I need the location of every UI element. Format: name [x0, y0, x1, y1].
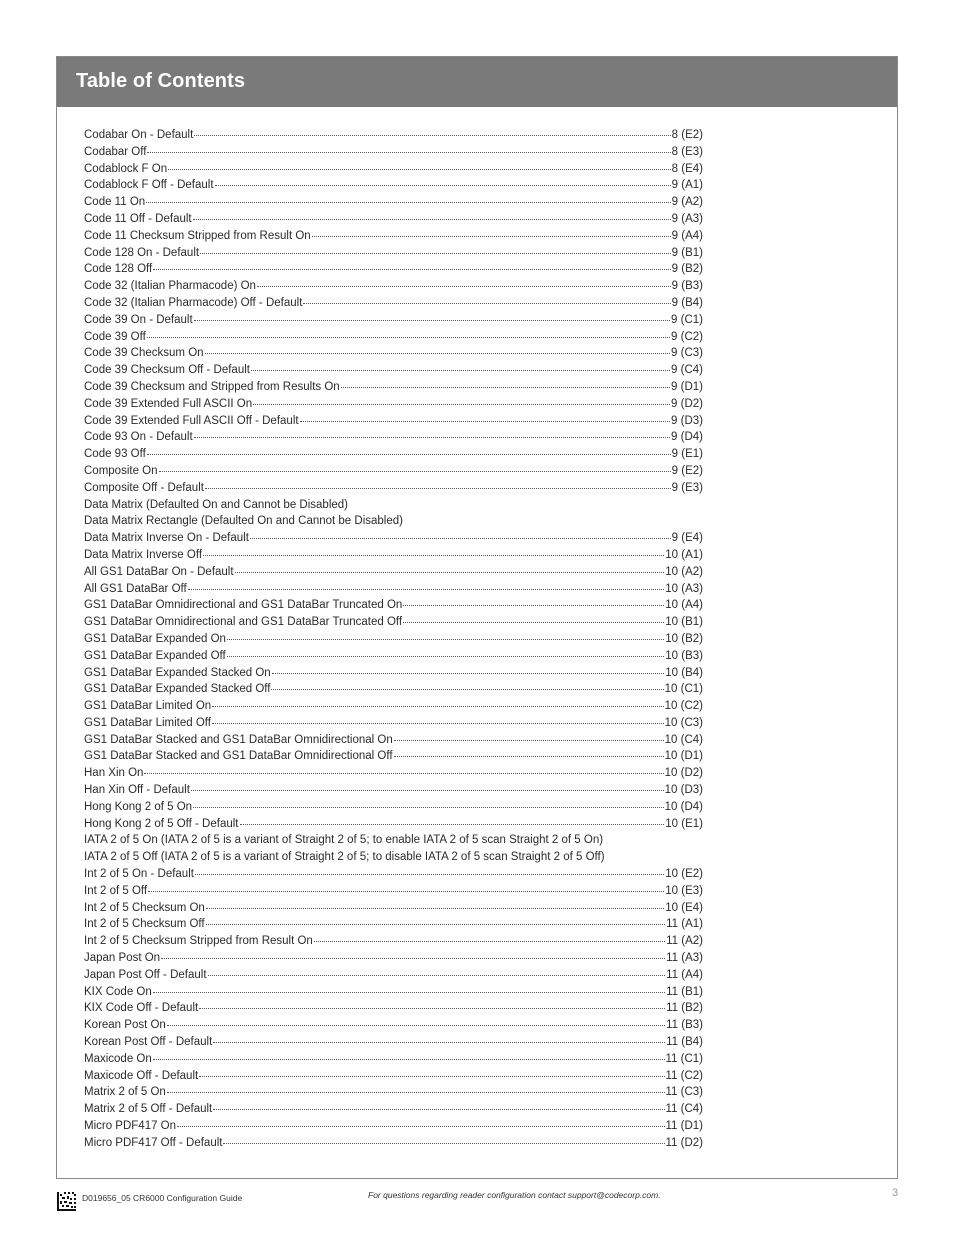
- toc-entry: [84, 278, 703, 295]
- toc-entry-label: Han Xin On: [84, 767, 144, 780]
- toc-entry-page: 9 (E3): [671, 481, 703, 494]
- toc-entry-label: Code 93 On - Default: [84, 431, 193, 444]
- toc-entry-label: Codablock F On: [84, 162, 168, 175]
- dot-leader: [188, 589, 665, 590]
- page-number: 3: [892, 1187, 899, 1199]
- toc-entry-label: Code 11 On: [84, 196, 146, 209]
- toc-entry: [84, 1068, 703, 1085]
- toc-entry: [84, 832, 703, 849]
- toc-entry-page: 10 (B4): [665, 666, 703, 679]
- dot-leader: [212, 706, 663, 707]
- dot-leader: [206, 908, 664, 909]
- toc-entry-label: GS1 DataBar Omnidirectional and GS1 DataBar Truncated On: [84, 599, 403, 612]
- toc-entry-page: 9 (B1): [671, 246, 703, 259]
- toc-entry-page: 10 (A2): [665, 565, 703, 578]
- toc-entry-page: 10 (B2): [665, 632, 703, 645]
- dot-leader: [167, 1025, 665, 1026]
- toc-entry: [84, 849, 703, 866]
- toc-entry-label: Code 39 Off: [84, 330, 146, 343]
- toc-entry: [84, 446, 703, 463]
- dot-leader: [195, 874, 664, 875]
- dot-leader: [147, 337, 670, 338]
- document-id: D019656_05 CR6000 Configuration Guide: [82, 1193, 243, 1203]
- toc-entry-label: Data Matrix Inverse Off: [84, 548, 203, 561]
- toc-entry: [84, 211, 703, 228]
- dot-leader: [147, 152, 670, 153]
- toc-entry-label: GS1 DataBar Limited On: [84, 700, 212, 713]
- toc-entry: [84, 782, 703, 799]
- toc-entry-page: 10 (D3): [664, 784, 703, 797]
- toc-entry-page: 10 (D4): [664, 800, 703, 813]
- toc-entry: [84, 228, 703, 245]
- toc-entry-page: 10 (C3): [664, 716, 703, 729]
- page-title: Table of Contents: [57, 57, 897, 107]
- toc-entry: [84, 463, 703, 480]
- toc-entry-page: 9 (C3): [671, 347, 703, 360]
- toc-entry-page: 9 (D2): [671, 397, 703, 410]
- toc-entry-page: 9 (A2): [671, 196, 703, 209]
- dot-leader: [153, 992, 665, 993]
- dot-leader: [194, 320, 670, 321]
- toc-entry-label: GS1 DataBar Stacked and GS1 DataBar Omnidirectional On: [84, 733, 393, 746]
- toc-entry-label: IATA 2 of 5 On (IATA 2 of 5 is a variant of Straight 2 of 5; to enable IATA 2 of 5 scan Straight 2 of 5 On): [84, 834, 604, 847]
- toc-entry: [84, 295, 703, 312]
- toc-entry-page: 9 (D3): [671, 414, 703, 427]
- dot-leader: [199, 1008, 665, 1009]
- toc-entry: [84, 732, 703, 749]
- toc-entry: [84, 581, 703, 598]
- toc-entry-page: 11 (C4): [665, 1103, 703, 1116]
- dot-leader: [205, 353, 671, 354]
- toc-entry: [84, 900, 703, 917]
- toc-entry-page: 8 (E3): [671, 145, 703, 158]
- dot-leader: [403, 605, 664, 606]
- toc-entry-label: GS1 DataBar Limited Off: [84, 716, 211, 729]
- toc-entry-label: Int 2 of 5 Off: [84, 884, 148, 897]
- toc-entry-page: 11 (C2): [665, 1069, 703, 1082]
- toc-entry: [84, 547, 703, 564]
- toc-entry-label: GS1 DataBar Expanded Stacked Off: [84, 683, 271, 696]
- dot-leader: [161, 958, 665, 959]
- toc-entry-page: 10 (C2): [664, 700, 703, 713]
- toc-entry: [84, 950, 703, 967]
- dot-leader: [240, 824, 665, 825]
- toc-entry: [84, 715, 703, 732]
- dot-leader: [394, 756, 664, 757]
- toc-entry: [84, 429, 703, 446]
- toc-entry-label: Int 2 of 5 Checksum On: [84, 901, 205, 914]
- dot-leader: [235, 572, 665, 573]
- dot-leader: [403, 622, 664, 623]
- dot-leader: [148, 891, 664, 892]
- toc-entry-page: 10 (A3): [665, 582, 703, 595]
- toc-entry: [84, 748, 703, 765]
- toc-entry: [84, 765, 703, 782]
- dot-leader: [227, 656, 665, 657]
- dot-leader: [200, 253, 671, 254]
- toc-entry-label: Code 39 On - Default: [84, 313, 193, 326]
- toc-entry: [84, 497, 703, 514]
- toc-entry: [84, 564, 703, 581]
- toc-entry-page: 9 (C4): [671, 364, 703, 377]
- dot-leader: [257, 286, 671, 287]
- toc-entry-page: 10 (D1): [664, 750, 703, 763]
- toc-entry-label: Code 32 (Italian Pharmacode) Off - Default: [84, 296, 303, 309]
- dot-leader: [206, 924, 666, 925]
- toc-entry: [84, 698, 703, 715]
- toc-entry: [84, 161, 703, 178]
- toc-entry-label: Code 93 Off: [84, 448, 146, 461]
- toc-entry-label: Japan Post Off - Default: [84, 968, 207, 981]
- toc-entry: [84, 967, 703, 984]
- toc-entry-label: Code 39 Checksum On: [84, 347, 204, 360]
- toc-entry-label: Korean Post On: [84, 1019, 166, 1032]
- toc-entry: [84, 866, 703, 883]
- toc-entry: [84, 480, 703, 497]
- dot-leader: [203, 555, 664, 556]
- support-contact: For questions regarding reader configuration contact support@codecorp.com.: [368, 1190, 661, 1200]
- toc-entry-label: Int 2 of 5 Checksum Stripped from Result On: [84, 935, 313, 948]
- toc-entry-label: Code 39 Extended Full ASCII Off - Default: [84, 414, 299, 427]
- toc-entry: [84, 1135, 703, 1152]
- dot-leader: [300, 421, 670, 422]
- toc-entry-label: Code 39 Checksum Off - Default: [84, 364, 250, 377]
- toc-entry-label: Micro PDF417 Off - Default: [84, 1136, 223, 1149]
- toc-entry-page: 10 (E1): [665, 817, 703, 830]
- toc-entry-page: 10 (A4): [665, 599, 703, 612]
- toc-entry-page: 9 (E4): [671, 532, 703, 545]
- toc-entry-page: 11 (A1): [666, 918, 703, 931]
- toc-entry: [84, 799, 703, 816]
- toc-entry: [84, 648, 703, 665]
- toc-entry-page: 9 (D1): [671, 380, 703, 393]
- toc-entry: [84, 513, 703, 530]
- toc-entry: [84, 631, 703, 648]
- dot-leader: [251, 370, 670, 371]
- dot-leader: [208, 975, 666, 976]
- toc-entry-label: Matrix 2 of 5 On: [84, 1086, 166, 1099]
- dot-leader: [312, 236, 671, 237]
- toc-entry: [84, 1000, 703, 1017]
- toc-entry-page: 9 (B3): [671, 280, 703, 293]
- toc-entry-label: Hong Kong 2 of 5 Off - Default: [84, 817, 239, 830]
- toc-entry: [84, 144, 703, 161]
- toc-entry-page: 11 (B1): [666, 985, 703, 998]
- dot-leader: [146, 202, 671, 203]
- toc-entry: [84, 665, 703, 682]
- toc-entry-page: 9 (E1): [671, 448, 703, 461]
- toc-entry: [84, 597, 703, 614]
- toc-entry-label: All GS1 DataBar On - Default: [84, 565, 234, 578]
- toc-entry: [84, 312, 703, 329]
- dot-leader: [227, 639, 664, 640]
- toc-entry-label: All GS1 DataBar Off: [84, 582, 187, 595]
- toc-entry-label: Data Matrix Rectangle (Defaulted On and Cannot be Disabled): [84, 515, 403, 528]
- toc-entry-page: 9 (E2): [671, 464, 703, 477]
- dot-leader: [153, 269, 670, 270]
- toc-entry: [84, 883, 703, 900]
- dot-leader: [303, 303, 670, 304]
- toc-entry-label: Codabar Off: [84, 145, 147, 158]
- dot-leader: [394, 740, 664, 741]
- dot-leader: [271, 689, 663, 690]
- toc-entry-label: Matrix 2 of 5 Off - Default: [84, 1103, 213, 1116]
- dot-leader: [147, 454, 671, 455]
- toc-entry: [84, 681, 703, 698]
- dot-leader: [314, 941, 665, 942]
- toc-entry: [84, 1051, 703, 1068]
- dot-leader: [223, 1143, 664, 1144]
- toc-entry: [84, 379, 703, 396]
- toc-entry-page: 9 (B4): [671, 296, 703, 309]
- dot-leader: [167, 1092, 665, 1093]
- data-matrix-barcode-icon: [57, 1192, 76, 1211]
- toc-entry-label: GS1 DataBar Expanded On: [84, 632, 226, 645]
- toc-entry-page: 10 (E4): [665, 901, 703, 914]
- toc-entry-page: 9 (B2): [671, 263, 703, 276]
- toc-entry-page: 11 (C3): [665, 1086, 703, 1099]
- toc-entry-page: 11 (B4): [666, 1036, 703, 1049]
- toc-entry-page: 9 (A3): [671, 212, 703, 225]
- toc-entry-label: Micro PDF417 On: [84, 1120, 177, 1133]
- toc-entry: [84, 413, 703, 430]
- toc-entry: [84, 177, 703, 194]
- toc-entry: [84, 1118, 703, 1135]
- toc-entry-page: 11 (D1): [665, 1120, 703, 1133]
- toc-entry: [84, 816, 703, 833]
- toc-entry-label: Maxicode Off - Default: [84, 1069, 199, 1082]
- toc-entry-page: 9 (D4): [671, 431, 703, 444]
- toc-entry-label: Code 11 Checksum Stripped from Result On: [84, 229, 311, 242]
- dot-leader: [213, 1042, 665, 1043]
- toc-entry: [84, 530, 703, 547]
- toc-entry-label: IATA 2 of 5 Off (IATA 2 of 5 is a variant of Straight 2 of 5; to disable IATA 2 of 5 scan Straight 2 of 5 Off): [84, 851, 605, 864]
- toc-entry: [84, 245, 703, 262]
- dot-leader: [215, 185, 671, 186]
- toc-entry-label: Codabar On - Default: [84, 129, 194, 141]
- toc-entry-page: 11 (B3): [666, 1019, 703, 1032]
- toc-entry-page: 10 (A1): [665, 548, 703, 561]
- dot-leader: [213, 1109, 664, 1110]
- toc-entry-label: Data Matrix (Defaulted On and Cannot be Disabled): [84, 498, 349, 511]
- toc-entry: [84, 984, 703, 1001]
- toc-entry-label: Code 128 On - Default: [84, 246, 200, 259]
- toc-entry-label: GS1 DataBar Expanded Off: [84, 649, 226, 662]
- toc-entry: [84, 614, 703, 631]
- toc-entry: [84, 345, 703, 362]
- dot-leader: [144, 773, 663, 774]
- toc-entry: [84, 329, 703, 346]
- toc-entry-label: GS1 DataBar Stacked and GS1 DataBar Omnidirectional Off: [84, 750, 393, 763]
- dot-leader: [177, 1126, 664, 1127]
- dot-leader: [191, 790, 664, 791]
- toc-entry: [84, 127, 703, 144]
- dot-leader: [193, 807, 664, 808]
- toc-entry-page: 10 (E2): [665, 868, 703, 881]
- toc-list: [84, 127, 703, 1152]
- toc-entry-page: 9 (A4): [671, 229, 703, 242]
- toc-entry-page: 9 (A1): [671, 179, 703, 192]
- toc-entry-label: Hong Kong 2 of 5 On: [84, 800, 193, 813]
- toc-entry-label: Japan Post On: [84, 952, 161, 965]
- toc-entry-label: Codablock F Off - Default: [84, 179, 214, 192]
- toc-entry: [84, 1034, 703, 1051]
- toc-entry-page: 11 (A4): [666, 968, 703, 981]
- toc-entry-label: GS1 DataBar Expanded Stacked On: [84, 666, 271, 679]
- toc-entry-page: 8 (E2): [671, 129, 703, 141]
- toc-entry-page: 10 (B1): [665, 616, 703, 629]
- toc-entry-page: 10 (D2): [664, 767, 703, 780]
- dot-leader: [205, 488, 671, 489]
- toc-entry-label: Int 2 of 5 On - Default: [84, 868, 194, 881]
- dot-leader: [253, 404, 670, 405]
- dot-leader: [168, 169, 671, 170]
- toc-entry-label: Han Xin Off - Default: [84, 784, 190, 797]
- toc-entry-page: 10 (C1): [664, 683, 703, 696]
- toc-entry-label: KIX Code Off - Default: [84, 1002, 199, 1015]
- toc-entry-page: 10 (B3): [665, 649, 703, 662]
- toc-entry-label: Code 39 Extended Full ASCII On: [84, 397, 253, 410]
- toc-entry-label: Maxicode On: [84, 1052, 152, 1065]
- dot-leader: [194, 437, 670, 438]
- toc-entry: [84, 933, 703, 950]
- toc-entry-page: 11 (A3): [666, 952, 703, 965]
- toc-entry: [84, 362, 703, 379]
- toc-entry: [84, 194, 703, 211]
- dot-leader: [153, 1059, 665, 1060]
- dot-leader: [272, 673, 665, 674]
- toc-entry-page: 10 (C4): [664, 733, 703, 746]
- toc-entry: [84, 1101, 703, 1118]
- toc-entry-label: Code 39 Checksum and Stripped from Results On: [84, 380, 340, 393]
- dot-leader: [212, 723, 664, 724]
- toc-entry-label: Composite On: [84, 464, 158, 477]
- dot-leader: [199, 1076, 664, 1077]
- toc-frame: [56, 56, 898, 1179]
- toc-entry: [84, 261, 703, 278]
- dot-leader: [193, 219, 671, 220]
- toc-entry-page: 8 (E4): [671, 162, 703, 175]
- toc-entry-label: Int 2 of 5 Checksum Off: [84, 918, 205, 931]
- toc-entry-page: 10 (E3): [665, 884, 703, 897]
- toc-entry-label: GS1 DataBar Omnidirectional and GS1 DataBar Truncated Off: [84, 616, 403, 629]
- toc-entry-page: 11 (B2): [666, 1002, 703, 1015]
- toc-entry: [84, 916, 703, 933]
- toc-entry-label: Code 11 Off - Default: [84, 212, 192, 225]
- toc-entry-label: Code 128 Off: [84, 263, 153, 276]
- dot-leader: [159, 471, 671, 472]
- toc-entry-label: Data Matrix Inverse On - Default: [84, 532, 249, 545]
- toc-entry-label: Code 32 (Italian Pharmacode) On: [84, 280, 256, 293]
- toc-entry-label: Korean Post Off - Default: [84, 1036, 213, 1049]
- toc-entry-page: 11 (A2): [666, 935, 703, 948]
- toc-entry-label: KIX Code On: [84, 985, 152, 998]
- toc-entry-page: 9 (C1): [671, 313, 703, 326]
- dot-leader: [250, 538, 671, 539]
- toc-entry-page: 11 (C1): [665, 1052, 703, 1065]
- toc-entry: [84, 1084, 703, 1101]
- toc-entry: [84, 396, 703, 413]
- toc-entry-page: 9 (C2): [671, 330, 703, 343]
- toc-entry-page: 11 (D2): [665, 1136, 703, 1149]
- toc-entry: [84, 1017, 703, 1034]
- toc-entry-label: Composite Off - Default: [84, 481, 204, 494]
- dot-leader: [341, 387, 670, 388]
- dot-leader: [194, 135, 670, 136]
